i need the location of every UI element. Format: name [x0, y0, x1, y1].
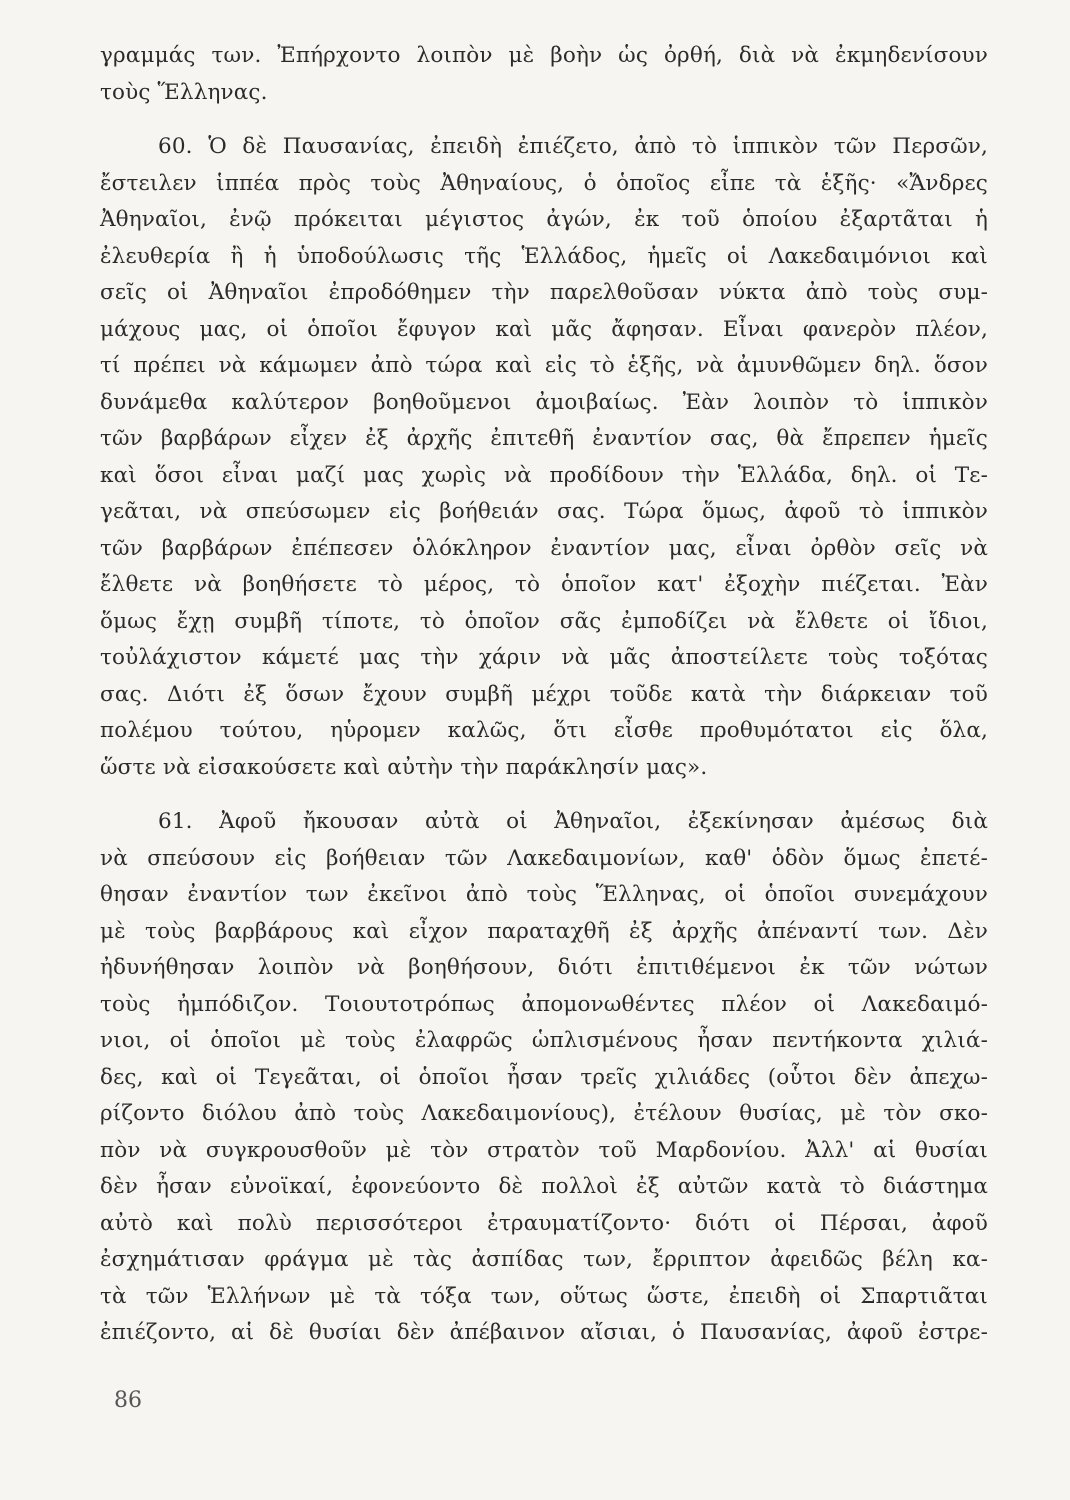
- text-line: ρίζοντο διόλου ἀπὸ τοὺς Λακεδαιμονίους), ἐτέλουν θυσίας, μὲ τὸν σκο-: [100, 1101, 988, 1126]
- text-line: θησαν ἐναντίον των ἐκεῖνοι ἀπὸ τοὺς Ἕλληνας, οἱ ὁποῖοι συνεμάχουν: [100, 882, 988, 907]
- text-line: 61. Ἀφοῦ ἤκουσαν αὐτὰ οἱ Ἀθηναῖοι, ἐξεκίνησαν ἀμέσως διὰ: [158, 809, 988, 834]
- text-line: ἔστειλεν ἱππέα πρὸς τοὺς Ἀθηναίους, ὁ ὁποῖος εἶπε τὰ ἑξῆς· «Ἄνδρες: [100, 170, 988, 196]
- text-line: δες, καὶ οἱ Τεγεᾶται, οἱ ὁποῖοι ἦσαν τρεῖς χιλιάδες (οὗτοι δὲν ἀπεχω-: [100, 1064, 988, 1090]
- text-line: τῶν βαρβάρων εἶχεν ἐξ ἀρχῆς ἐπιτεθῆ ἐναντίον σας, θὰ ἔπρεπεν ἡμεῖς: [100, 426, 988, 451]
- text-line: μὲ τοὺς βαρβάρους καὶ εἶχον παραταχθῆ ἐξ ἀρχῆς ἀπέναντί των. Δὲν: [100, 918, 988, 944]
- text-line: ἔλθετε νὰ βοηθήσετε τὸ μέρος, τὸ ὁποῖον κατ' ἐξοχὴν πιέζεται. Ἐὰν: [100, 572, 988, 597]
- text-line: ἐπιέζοντο, αἱ δὲ θυσίαι δὲν ἀπέβαινον αἴσιαι, ὁ Παυσανίας, ἀφοῦ ἐστρε-: [100, 1320, 988, 1345]
- text-line: τῶν βαρβάρων ἐπέπεσεν ὁλόκληρον ἐναντίον μας, εἶναι ὀρθὸν σεῖς νὰ: [100, 535, 988, 561]
- text-line: τὰ τῶν Ἑλλήνων μὲ τὰ τόξα των, οὕτως ὥστε, ἐπειδὴ οἱ Σπαρτιᾶται: [100, 1283, 988, 1309]
- text-line: γραμμάς των. Ἐπήρχοντο λοιπὸν μὲ βοὴν ὡς ὀρθή, διὰ νὰ ἐκμηδενίσουν: [100, 43, 988, 68]
- text-line: μάχους μας, οἱ ὁποῖοι ἔφυγον καὶ μᾶς ἄφησαν. Εἶναι φανερὸν πλέον,: [100, 316, 988, 342]
- text-line: καὶ ὅσοι εἶναι μαζί μας χωρὶς νὰ προδίδουν τὴν Ἑλλάδα, δηλ. οἱ Τε-: [100, 462, 988, 488]
- text-line: ἠδυνήθησαν λοιπὸν νὰ βοηθήσουν, διότι ἐπιτιθέμενοι ἐκ τῶν νώτων: [100, 955, 988, 980]
- paragraph-continuation: [100, 38, 988, 111]
- text-line: σεῖς οἱ Ἀθηναῖοι ἐπροδόθημεν τὴν παρελθοῦσαν νύκτα ἀπὸ τοὺς συμ-: [100, 280, 988, 305]
- paragraph-60: [100, 129, 988, 786]
- text-line: ὥστε νὰ εἰσακούσετε καὶ αὐτὴν τὴν παράκλησίν μας».: [100, 754, 708, 780]
- text-line: 60. Ὁ δὲ Παυσανίας, ἐπειδὴ ἐπιέζετο, ἀπὸ τὸ ἱππικὸν τῶν Περσῶν,: [158, 134, 988, 159]
- text-line: Ἀθηναῖοι, ἐνῷ πρόκειται μέγιστος ἀγών, ἐκ τοῦ ὁποίου ἐξαρτᾶται ἡ: [100, 207, 988, 232]
- text-line: ἐλευθερία ἢ ἡ ὑποδούλωσις τῆς Ἑλλάδος, ἡμεῖς οἱ Λακεδαιμόνιοι καὶ: [100, 243, 988, 269]
- text-line: τοὺς Ἕλληνας.: [100, 79, 268, 105]
- text-line: νὰ σπεύσουν εἰς βοήθειαν τῶν Λακεδαιμονίων, καθ' ὁδὸν ὅμως ἐπετέ-: [100, 845, 988, 871]
- text-line: δὲν ἦσαν εὐνοϊκαί, ἐφονεύοντο δὲ πολλοὶ ἐξ αὐτῶν κατὰ τὸ διάστημα: [100, 1174, 988, 1199]
- text-line: πολέμου τούτου, ηὑρομεν καλῶς, ὅτι εἶσθε προθυμότατοι εἰς ὅλα,: [100, 718, 988, 743]
- page-number: 86: [114, 1388, 142, 1413]
- body-text: [100, 38, 988, 1352]
- text-line: ὅμως ἔχῃ συμβῆ τίποτε, τὸ ὁποῖον σᾶς ἐμποδίζει νὰ ἔλθετε οἱ ἴδιοι,: [100, 608, 988, 634]
- text-line: πὸν νὰ συγκρουσθοῦν μὲ τὸν στρατὸν τοῦ Μαρδονίου. Ἀλλ' αἱ θυσίαι: [100, 1137, 988, 1163]
- text-line: τοὐλάχιστον κάμετέ μας τὴν χάριν νὰ μᾶς ἀποστείλετε τοὺς τοξότας: [100, 645, 988, 670]
- text-line: γεᾶται, νὰ σπεύσωμεν εἰς βοήθειάν σας. Τώρα ὅμως, ἀφοῦ τὸ ἱππικὸν: [100, 499, 988, 524]
- text-line: τοὺς ἠμπόδιζον. Τοιουτοτρόπως ἀπομονωθέντες πλέον οἱ Λακεδαιμό-: [100, 991, 988, 1017]
- text-line: νιοι, οἱ ὁποῖοι μὲ τοὺς ἐλαφρῶς ὡπλισμένους ἦσαν πεντήκοντα χιλιά-: [100, 1028, 988, 1053]
- text-line: τί πρέπει νὰ κάμωμεν ἀπὸ τώρα καὶ εἰς τὸ ἑξῆς, νὰ ἀμυνθῶμεν δηλ. ὅσον: [100, 353, 988, 378]
- text-line: αὐτὸ καὶ πολὺ περισσότεροι ἐτραυματίζοντο· διότι οἱ Πέρσαι, ἀφοῦ: [100, 1210, 988, 1236]
- text-line: σας. Διότι ἐξ ὅσων ἔχουν συμβῆ μέχρι τοῦδε κατὰ τὴν διάρκειαν τοῦ: [100, 681, 988, 707]
- paragraph-61: [100, 804, 988, 1352]
- text-line: δυνάμεθα καλύτερον βοηθοῦμενοι ἀμοιβαίως. Ἐὰν λοιπὸν τὸ ἱππικὸν: [100, 389, 988, 415]
- text-line: ἐσχημάτισαν φράγμα μὲ τὰς ἀσπίδας των, ἔρριπτον ἀφειδῶς βέλη κα-: [100, 1247, 988, 1272]
